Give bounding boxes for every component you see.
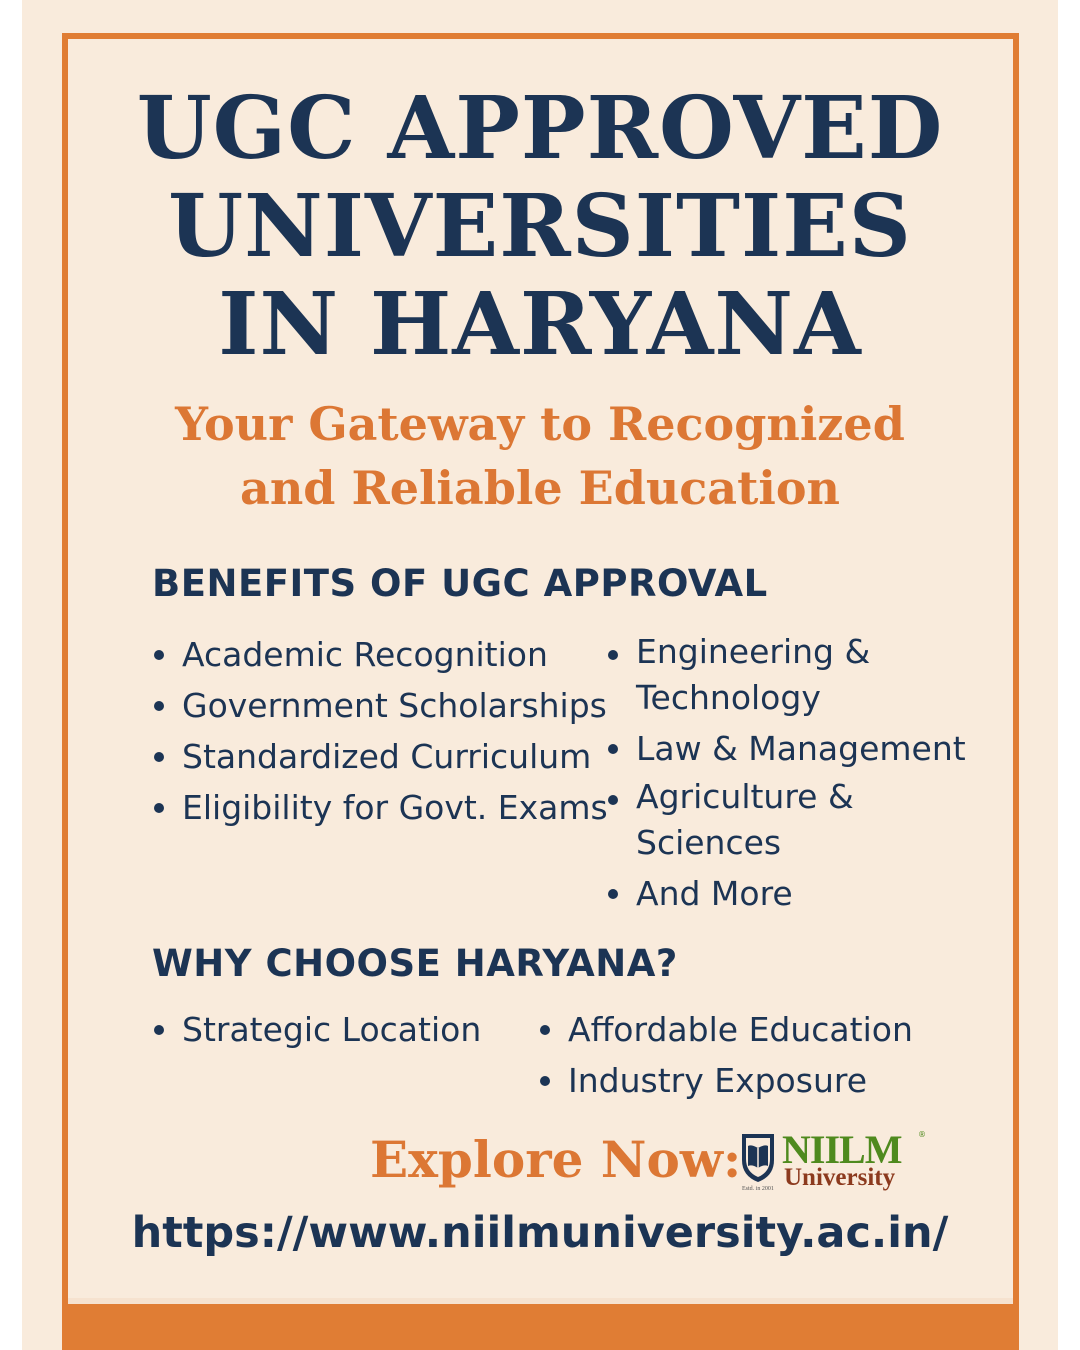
title-line: UGC APPROVED: [136, 78, 944, 179]
why-heading: WHY CHOOSE HARYANA?: [152, 942, 678, 985]
logo-subname: University: [784, 1164, 896, 1191]
list-item: [606, 723, 966, 774]
list-item: Standardized Curriculum: [152, 731, 608, 782]
subtitle: [0, 392, 1080, 520]
list-item: [606, 868, 966, 919]
subtitle-line: Your Gateway to Recognized: [175, 397, 905, 451]
logo-name: NIILM: [782, 1127, 902, 1172]
page-title: [0, 80, 1080, 374]
list-item: [606, 774, 966, 866]
benefits-list-left: [152, 629, 608, 833]
list-item: Government Scholarships: [152, 680, 608, 731]
benefits-heading: BENEFITS OF UGC APPROVAL: [152, 562, 768, 605]
why-list-left: [152, 1004, 481, 1055]
list-item: Affordable Education: [538, 1004, 913, 1055]
list-item-line: Technology: [636, 678, 821, 717]
list-item-line: And More: [636, 874, 793, 913]
list-item: Academic Recognition: [152, 629, 608, 680]
list-item: Industry Exposure: [538, 1055, 913, 1106]
list-item-line: Law & Management: [636, 729, 966, 768]
niilm-logo[interactable]: [736, 1128, 936, 1198]
registered-mark: ®: [918, 1130, 926, 1139]
book-shield-icon: [740, 1132, 776, 1184]
title-line: UNIVERSITIES: [168, 176, 912, 277]
website-link[interactable]: https://www.niilmuniversity.ac.in/: [131, 1208, 949, 1258]
list-item: Eligibility for Govt. Exams: [152, 782, 608, 833]
why-list-right: [538, 1004, 913, 1106]
list-item-line: Sciences: [636, 823, 782, 862]
logo-estd: Estd. in 2001: [742, 1186, 774, 1192]
benefits-list-right: [606, 629, 966, 919]
bottom-orange-band: [62, 1304, 1019, 1350]
list-item-line: Engineering &: [636, 632, 871, 671]
list-item-line: Agriculture &: [636, 777, 854, 816]
list-item: [606, 629, 966, 721]
subtitle-line: and Reliable Education: [240, 461, 840, 515]
title-line: IN HARYANA: [218, 274, 862, 375]
explore-now-label: Explore Now:: [370, 1130, 742, 1189]
list-item: Strategic Location: [152, 1004, 481, 1055]
